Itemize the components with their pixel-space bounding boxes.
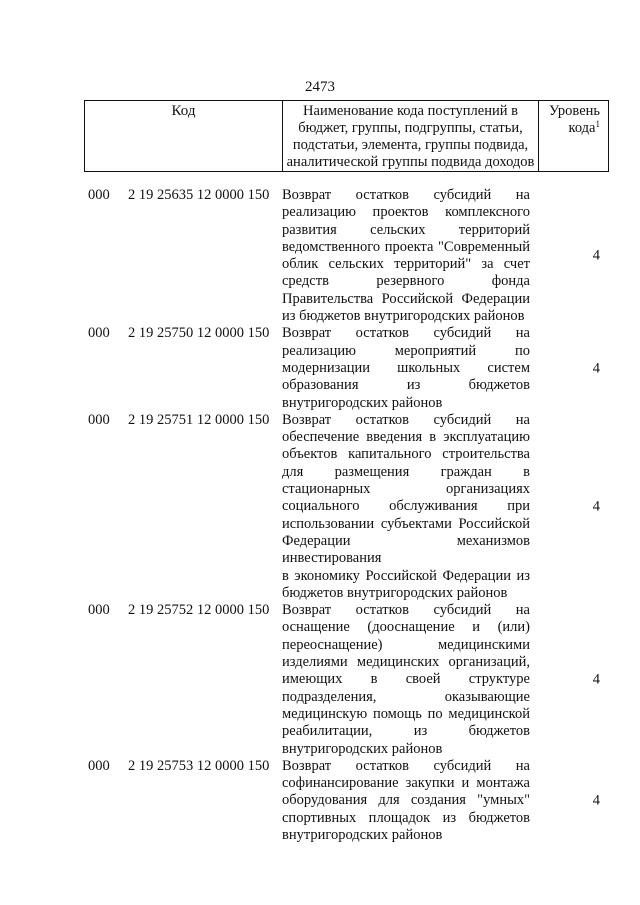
- row-name-line: реализацию мероприятий по: [282, 342, 530, 359]
- table-header: [84, 100, 609, 172]
- row-name-line: Возврат остатков субсидий на: [282, 602, 530, 619]
- row-name-line: реализацию проектов комплексного: [282, 204, 530, 221]
- header-name-column: [283, 101, 539, 171]
- row-name-line: развития сельских территорий: [282, 221, 530, 238]
- row-name-line: Возврат остатков субсидий на: [282, 325, 530, 342]
- row-name-line: Правительства Российской Федерации: [282, 290, 530, 307]
- row-code: 2 19 25753 12 0000 150: [128, 757, 270, 774]
- row-name-line: изделиями медицинских организаций,: [282, 654, 530, 671]
- header-name-line: аналитической группы подвида доходов: [286, 154, 535, 170]
- row-name-line: внутригородских районов: [282, 740, 443, 757]
- row-code: 2 19 25752 12 0000 150: [128, 602, 270, 619]
- row-code-prefix: 000: [88, 757, 110, 774]
- row-name-line: переоснащение) медицинскими: [282, 636, 530, 653]
- table-body: [88, 187, 608, 844]
- row-name: [282, 325, 530, 411]
- row-name-line: объектов капитального строительства: [282, 446, 530, 463]
- row-code: 2 19 25750 12 0000 150: [128, 325, 270, 342]
- row-level: 4: [592, 360, 600, 377]
- row-name-line: Федерации механизмов инвестирования: [282, 532, 530, 567]
- table-row: [88, 325, 608, 411]
- row-name-line: обеспечение введения в эксплуатацию: [282, 429, 530, 446]
- table-row: [88, 412, 608, 602]
- row-name-line: стационарных организациях: [282, 481, 530, 498]
- header-level-column: [539, 101, 608, 171]
- row-name-line: использовании субъектами Российской: [282, 515, 530, 532]
- row-code-prefix: 000: [88, 325, 110, 342]
- row-code-prefix: 000: [88, 187, 110, 203]
- row-name-line: внутригородских районов: [282, 826, 443, 843]
- row-name-line: спортивных площадок из бюджетов: [282, 809, 530, 826]
- page-number: 2473: [305, 79, 335, 95]
- row-name-line: в экономику Российской Федерации из: [282, 567, 530, 584]
- row-name: [282, 602, 530, 758]
- table-row: [88, 187, 608, 325]
- header-name-line: подстатьи, элемента, группы подвида,: [292, 137, 529, 153]
- row-name-line: медицинскую помощь по медицинской: [282, 705, 530, 722]
- header-level-footnote: 1: [595, 119, 600, 129]
- row-name-line: Возврат остатков субсидий на: [282, 757, 530, 774]
- row-level: 4: [592, 247, 600, 264]
- row-name-line: реабилитации, из бюджетов: [282, 723, 530, 740]
- header-level-label-2: [539, 120, 600, 137]
- header-code-label: Код: [171, 103, 196, 119]
- header-level-label: Уровень: [548, 103, 600, 119]
- header-name-line: бюджет, группы, подгруппы, статьи,: [298, 120, 523, 136]
- row-name-line: имеющих в своей структуре: [282, 671, 530, 688]
- row-name-line: образования из бюджетов: [282, 377, 530, 394]
- row-name-line: Возврат остатков субсидий на: [282, 187, 530, 203]
- table-row: [88, 758, 608, 844]
- row-level: 4: [592, 671, 600, 688]
- row-code: 2 19 25751 12 0000 150: [128, 411, 270, 428]
- row-name-line: для размещения граждан в: [282, 463, 530, 480]
- row-name-line: из бюджетов внутригородских районов: [282, 308, 525, 325]
- row-name: [282, 412, 530, 602]
- row-level: 4: [592, 792, 600, 809]
- row-name-line: ведомственного проекта "Современный: [282, 238, 530, 255]
- row-code-prefix: 000: [88, 602, 110, 619]
- row-name-line: облик сельских территорий" за счет: [282, 256, 530, 273]
- table-row: [88, 602, 608, 758]
- row-name-line: социального обслуживания при: [282, 498, 530, 515]
- row-name-line: бюджетов внутригородских районов: [282, 584, 508, 601]
- row-name: [282, 758, 530, 844]
- row-code: 2 19 25635 12 0000 150: [128, 187, 270, 203]
- row-name-line: внутригородских районов: [282, 394, 443, 411]
- header-name-line: Наименование кода поступлений в: [303, 103, 518, 119]
- row-name-line: модернизации школьных систем: [282, 359, 530, 376]
- row-name-line: подразделения, оказывающие: [282, 688, 530, 705]
- row-name-line: средств резервного фонда: [282, 273, 530, 290]
- row-code-prefix: 000: [88, 411, 110, 428]
- header-code-column: [85, 101, 283, 171]
- header-level-text: кода: [568, 120, 596, 136]
- row-name-line: Возврат остатков субсидий на: [282, 411, 530, 428]
- row-name: [282, 187, 530, 325]
- row-name-line: софинансирование закупки и монтажа: [282, 775, 530, 792]
- row-level: 4: [592, 498, 600, 515]
- row-name-line: оборудования для создания "умных": [282, 792, 530, 809]
- row-name-line: оснащение (дооснащение и (или): [282, 619, 530, 636]
